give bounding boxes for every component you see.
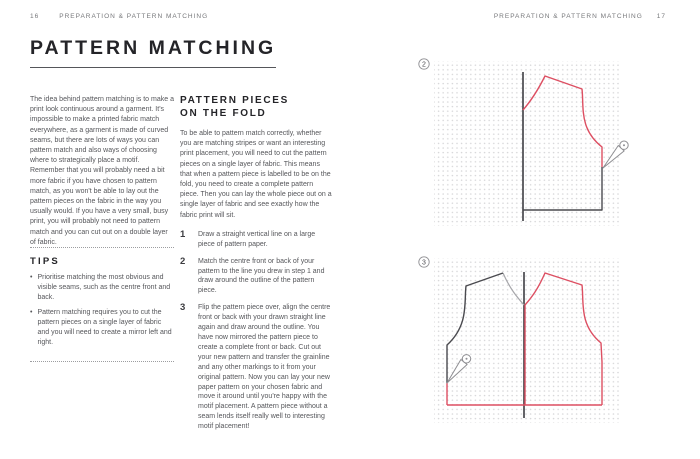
step-text: Flip the pattern piece over, align the centre front or back with your drawn straight line again and draw around the outline. You have now mirrored the pattern piece to create a complete front or back. Cut out your new pattern and transfer the grainline and any other markings to it from your original pattern. Now you can lay your new paper pattern on your chosen fabric and move it around until you're happy with the motif placement. A pattern piece without a seam lends itself really well to interesting motif placement! — [198, 304, 331, 431]
diagram-label: 3 — [422, 259, 426, 267]
tip-item — [30, 273, 174, 304]
step-item-3 — [180, 303, 333, 432]
step-number: 1 — [180, 228, 186, 240]
step-text: Match the centre front or back of your pattern to the line you drew in step 1 and draw around the outline of the pattern piece. — [198, 257, 325, 295]
diagram-step2 — [410, 55, 645, 230]
tip-item — [30, 308, 174, 349]
step-item-2 — [180, 257, 333, 297]
step-item-1 — [180, 230, 333, 250]
fold-section-heading — [180, 94, 333, 120]
step-number: 3 — [180, 302, 186, 314]
section-title-left: PREPARATION & PATTERN MATCHING — [59, 13, 209, 20]
fold-heading-line1: PATTERN PIECES — [180, 95, 289, 106]
page-title: PATTERN MATCHING — [30, 37, 276, 68]
page-number-left: 16 — [30, 13, 40, 20]
tips-box — [30, 247, 174, 362]
fold-section — [180, 94, 333, 439]
section-title-right: PREPARATION & PATTERN MATCHING — [493, 13, 643, 20]
tips-heading: TIPS — [30, 256, 60, 267]
header-right — [494, 13, 666, 20]
step-text: Draw a straight vertical line on a large piece of pattern paper. — [198, 230, 316, 248]
bullet-icon: • — [30, 274, 33, 281]
steps-list — [180, 230, 333, 432]
diagram-label: 2 — [422, 61, 426, 69]
tip-text: Prioritise matching the most obvious and visible seams, such as the centre front and back. — [37, 274, 171, 302]
tip-text: Pattern matching requires you to cut the pattern pieces on a single layer of fabric and you will need to create a mirror left and right. — [37, 308, 172, 347]
header-left — [30, 13, 208, 20]
fold-intro-paragraph: To be able to pattern match correctly, whether you are matching stripes or want an interesting print placement, you will need to cut the pattern pieces on a single layer of fabric. This means that when a pattern piece is labelled to be on the fold, you need to create a complete pattern piece. Then you can lay the whole piece out on a single layer of fabric and see exactly how the fabric print will sit. — [180, 130, 332, 219]
bullet-icon: • — [30, 308, 33, 316]
fold-heading-line2: ON THE FOLD — [180, 108, 267, 119]
diagram-step3 — [410, 252, 645, 427]
dot-grid-paper — [434, 258, 619, 423]
page-number-right: 17 — [656, 13, 666, 20]
dot-grid-paper — [434, 61, 619, 226]
step-number: 2 — [180, 255, 186, 267]
intro-paragraph: The idea behind pattern matching is to make a print look continuous around a garment. It's impossible to make a printed fabric match everywhere, as a garment is made of curved seams, but there are lots of ways you can pattern match and also ways of choosing where to strategically place a motif. Remember that you will probably need a bit more fabric if you have chosen to pattern match, as you won't be able to lay out the pattern pieces on the fabric in the way you usually would. If you have a very small, busy print, you will probably not need to pattern match and you can cut out on a double layer of fabric. — [30, 96, 174, 246]
